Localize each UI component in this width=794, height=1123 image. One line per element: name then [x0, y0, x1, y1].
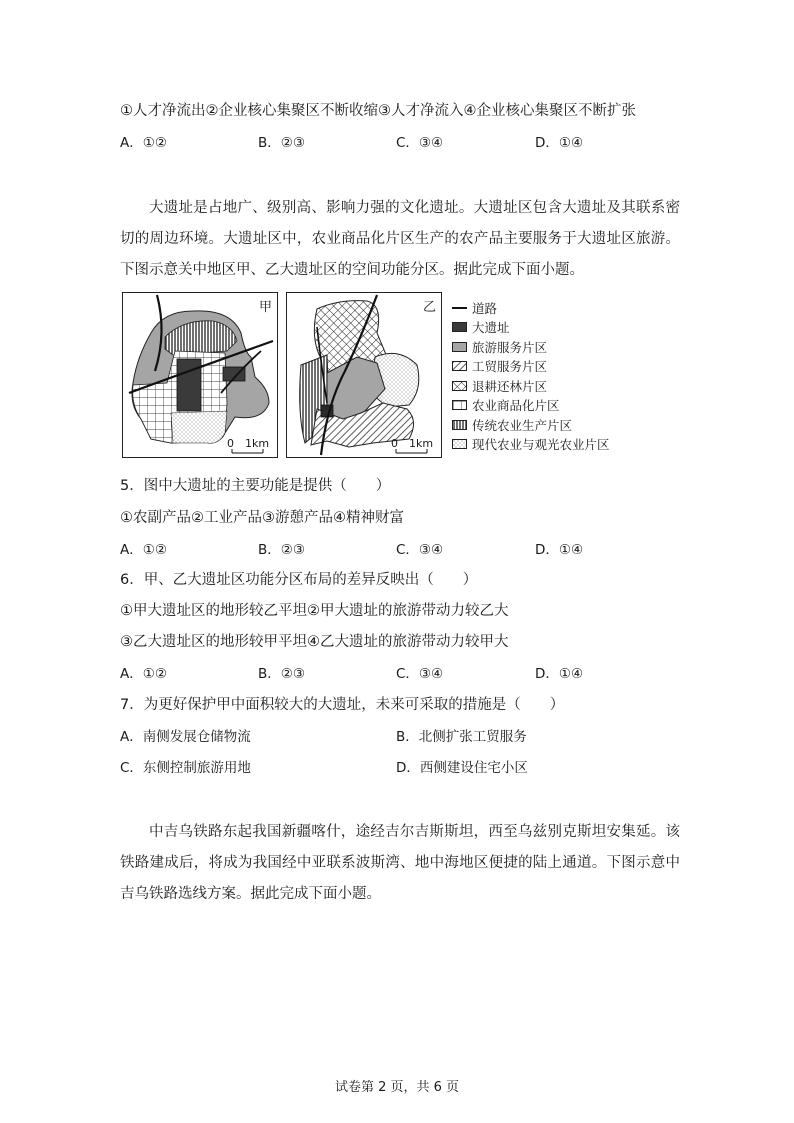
commercial-swatch — [452, 400, 467, 410]
q6-option-b[interactable]: B．②③ — [258, 666, 305, 682]
legend-site: 大遗址 — [452, 318, 610, 338]
q7-option-d[interactable]: D．西侧建设住宅小区 — [396, 760, 528, 776]
road-swatch — [452, 307, 467, 309]
prev-question-statements: ①人才净流出②企业核心集聚区不断收缩③人才净流入④企业核心集聚区不断扩张 — [120, 103, 636, 119]
scale-b: 0 1km — [391, 437, 434, 450]
q5-option-a[interactable]: A．①② — [120, 542, 167, 558]
scale-a: 0 1km — [227, 437, 270, 450]
q6-option-d[interactable]: D．①④ — [535, 666, 584, 682]
tourism-swatch — [452, 342, 467, 352]
legend-traditional: 传统农业生产片区 — [452, 415, 610, 435]
industry-swatch — [452, 361, 467, 371]
page-footer: 试卷第 2 页，共 6 页 — [334, 1080, 460, 1095]
map-yi — [286, 292, 442, 458]
legend-commercial: 农业商品化片区 — [452, 396, 610, 416]
q7-option-b[interactable]: B．北侧扩张工贸服务 — [396, 729, 527, 745]
map-legend — [452, 298, 610, 454]
q6-option-c[interactable]: C．③④ — [396, 666, 444, 682]
prev-option-b[interactable]: B．②③ — [258, 135, 305, 151]
q5-statements: ①农副产品②工业产品③游憩产品④精神财富 — [120, 510, 404, 526]
legend-industry: 工贸服务片区 — [452, 357, 610, 377]
map-jia-label: 甲 — [258, 300, 272, 315]
figure-maps — [122, 292, 622, 462]
intro-paragraph-1: 大遗址是占地广、级别高、影响力强的文化遗址。大遗址区包含大遗址及其联系密切的周边环境。大遗址区中，农业商品化片区生产的农产品主要服务于大遗址区旅游。下图示意关中地区甲、乙大遗址区的空间功能分区。据此完成下面小题。 — [120, 200, 680, 278]
prev-option-a[interactable]: A．①② — [120, 135, 167, 151]
q6-statements-1: ①甲大遗址区的地形较乙平坦②甲大遗址的旅游带动力较乙大 — [120, 603, 509, 619]
legend-forest: 退耕还林片区 — [452, 376, 610, 396]
q6-stem: 6．甲、乙大遗址区功能分区布局的差异反映出（ ） — [120, 572, 478, 588]
forest-swatch — [452, 381, 467, 391]
q5-stem: 5．图中大遗址的主要功能是提供（ ） — [120, 478, 391, 494]
legend-road: 道路 — [452, 298, 610, 318]
map-jia — [122, 292, 278, 458]
prev-option-c[interactable]: C．③④ — [396, 135, 444, 151]
legend-tourism: 旅游服务片区 — [452, 337, 610, 357]
modern-swatch — [452, 439, 467, 449]
q5-option-c[interactable]: C．③④ — [396, 542, 444, 558]
traditional-swatch — [452, 420, 467, 430]
q6-option-a[interactable]: A．①② — [120, 666, 167, 682]
q5-option-d[interactable]: D．①④ — [535, 542, 584, 558]
q7-stem: 7．为更好保护甲中面积较大的大遗址，未来可采取的措施是（ ） — [120, 697, 565, 713]
q6-statements-2: ③乙大遗址区的地形较甲平坦④乙大遗址的旅游带动力较甲大 — [120, 634, 509, 650]
intro-paragraph-2: 中吉乌铁路东起我国新疆喀什，途经吉尔吉斯斯坦，西至乌兹别克斯坦安集延。该铁路建成后，将成为我国经中亚联系波斯湾、地中海地区便捷的陆上通道。下图示意中吉乌铁路选线方案。据此完成下面小题。 — [120, 824, 680, 902]
q7-option-a[interactable]: A．南侧发展仓储物流 — [120, 729, 251, 745]
prev-option-d[interactable]: D．①④ — [535, 135, 584, 151]
map-yi-label: 乙 — [422, 300, 436, 315]
site-large — [177, 359, 201, 411]
legend-modern: 现代农业与观光农业片区 — [452, 435, 610, 455]
site-swatch — [452, 322, 467, 332]
q5-option-b[interactable]: B．②③ — [258, 542, 305, 558]
q7-option-c[interactable]: C．东侧控制旅游用地 — [120, 760, 251, 776]
